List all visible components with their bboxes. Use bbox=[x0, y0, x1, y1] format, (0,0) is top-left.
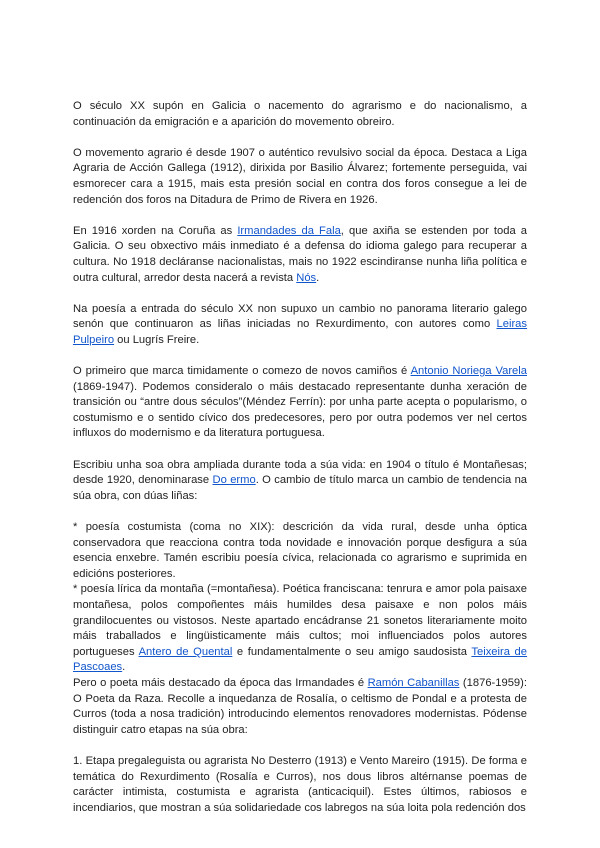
link-do-ermo[interactable]: Do ermo bbox=[212, 474, 256, 487]
link-teixeira-de-pascoaes[interactable]: Teixeira de Pascoaes bbox=[73, 645, 527, 674]
text-segment: Escribiu unha soa obra ampliada durante toda a súa vida: en 1904 o título é Montañesas; desde 1920, denominarase bbox=[73, 458, 527, 487]
text-segment: . bbox=[316, 271, 320, 284]
document-body bbox=[73, 99, 527, 816]
text-segment: Pero o poeta máis destacado da época das Irmandades é bbox=[73, 676, 368, 689]
paragraph-mountain-poetry bbox=[73, 582, 527, 676]
link-nos[interactable]: Nós bbox=[296, 271, 317, 284]
link-antero-de-quental[interactable]: Antero de Quental bbox=[138, 645, 233, 658]
link-leiras-pulpeiro[interactable]: Leiras Pulpeiro bbox=[73, 318, 527, 346]
text-segment: (1876-1959): O Poeta da Raza. Recolle a inquedanza de Rosalía, o celtismo de Pondal e a protesta de Curros (toda a nosa tradición) introducindo elementos renovadores modernistas. Pódense distinguir catro etapas na súa obra: bbox=[73, 676, 527, 736]
text-segment: . bbox=[122, 661, 126, 674]
link-ramon-cabanillas[interactable]: Ramón Cabanillas bbox=[367, 676, 460, 689]
paragraph-poetry-xx bbox=[73, 302, 527, 349]
paragraph-irmandades bbox=[73, 224, 527, 286]
text-segment: ou Lugrís Freire. bbox=[114, 333, 200, 346]
paragraph-noriega-varela bbox=[73, 364, 527, 442]
link-antonio-noriega-varela[interactable]: Antonio Noriega Varela bbox=[410, 365, 527, 378]
text-segment: O primeiro que marca timidamente o comezo de novos camiños é bbox=[73, 365, 411, 378]
paragraph-agrarian-movement: O movemento agrario é desde 1907 o auténtico revulsivo social da época. Destaca a Liga Agraria de Acción Gallega (1912), dirixida por Basilio Álvarez; fortemente perseguida, vai esmorecer cara a 1915, mais esta presión social en contra dos foros consegue a lei de redención dos foros na Ditadura de Primo de Rivera en 1926. bbox=[73, 146, 527, 206]
paragraph-intro: O século XX supón en Galicia o nacemento do agrarismo e do nacionalismo, a continuación da emigración e a aparición do movemento obreiro. bbox=[73, 100, 527, 128]
paragraph-stage-one: 1. Etapa pregaleguista ou agrarista No Desterro (1913) e Vento Mareiro (1915). De forma e temática do Rexurdimento (Rosalía e Curros), nos dous libros altérnanse poemas de carácter intimista, costumista e agrarista (anticaciquil). Estes últimos, rabiosos e incendiarios, que mostran a súa solidariedade cos labregos na súa loita pola redención dos bbox=[73, 754, 527, 814]
text-segment: * poesía lírica da montaña (=montañesa). Poética franciscana: tenrura e amor pola paisaxe montañesa, polos compoñentes máis humildes desa paisaxe e non polos máis grandilocuentes ou vistosos. Neste apartado encádranse 21 sonetos literariamente moito máis traballados e lingüisticamente máis cultos; moi influenciados polos autores portugueses bbox=[73, 583, 527, 658]
text-segment: . O cambio de título marca un cambio de tendencia na súa obra, con dúas liñas: bbox=[73, 474, 528, 502]
text-segment: Na poesía a entrada do século XX non supuxo un cambio no panorama literario galego senón que continuaron as liñas iniciadas no Rexurdimento, con autores como bbox=[73, 302, 527, 331]
text-segment: (1869-1947). Podemos consideralo o máis destacado representante dunha xeración de transición ou “antre dous séculos”(Méndez Ferrín): por unha parte acepta o popularismo, o costumismo e o sentido cívico dos predecesores, pero por outra podemos ver nel certos influxos do modernismo e da literatura portuguesa. bbox=[73, 380, 527, 440]
paragraph-costumbrist-poetry: * poesía costumista (coma no XIX): descrición da vida rural, desde unha óptica conservadora que reacciona contra toda novidade e innovación porque desfigura a súa esencia enxebre. Tamén escribiu poesía cívica, relacionada co agrarismo e suprimida en edicións posteriores. bbox=[73, 521, 527, 580]
text-segment: En 1916 xorden na Coruña as bbox=[73, 224, 238, 237]
paragraph-single-work bbox=[73, 458, 527, 505]
text-segment: e fundamentalmente o seu amigo saudosista bbox=[232, 645, 472, 658]
paragraph-cabanillas bbox=[73, 676, 527, 738]
text-segment: , que axiña se estenden por toda a Galicia. O seu obxectivo máis inmediato é a defensa do idioma galego para recuperar a cultura. No 1918 decláranse nacionalistas, mais no 1922 escindiranse nunha liña política e outra cultural, arredor desta nacerá a revista bbox=[73, 224, 527, 284]
link-irmandades-da-fala[interactable]: Irmandades da Fala bbox=[237, 224, 341, 237]
